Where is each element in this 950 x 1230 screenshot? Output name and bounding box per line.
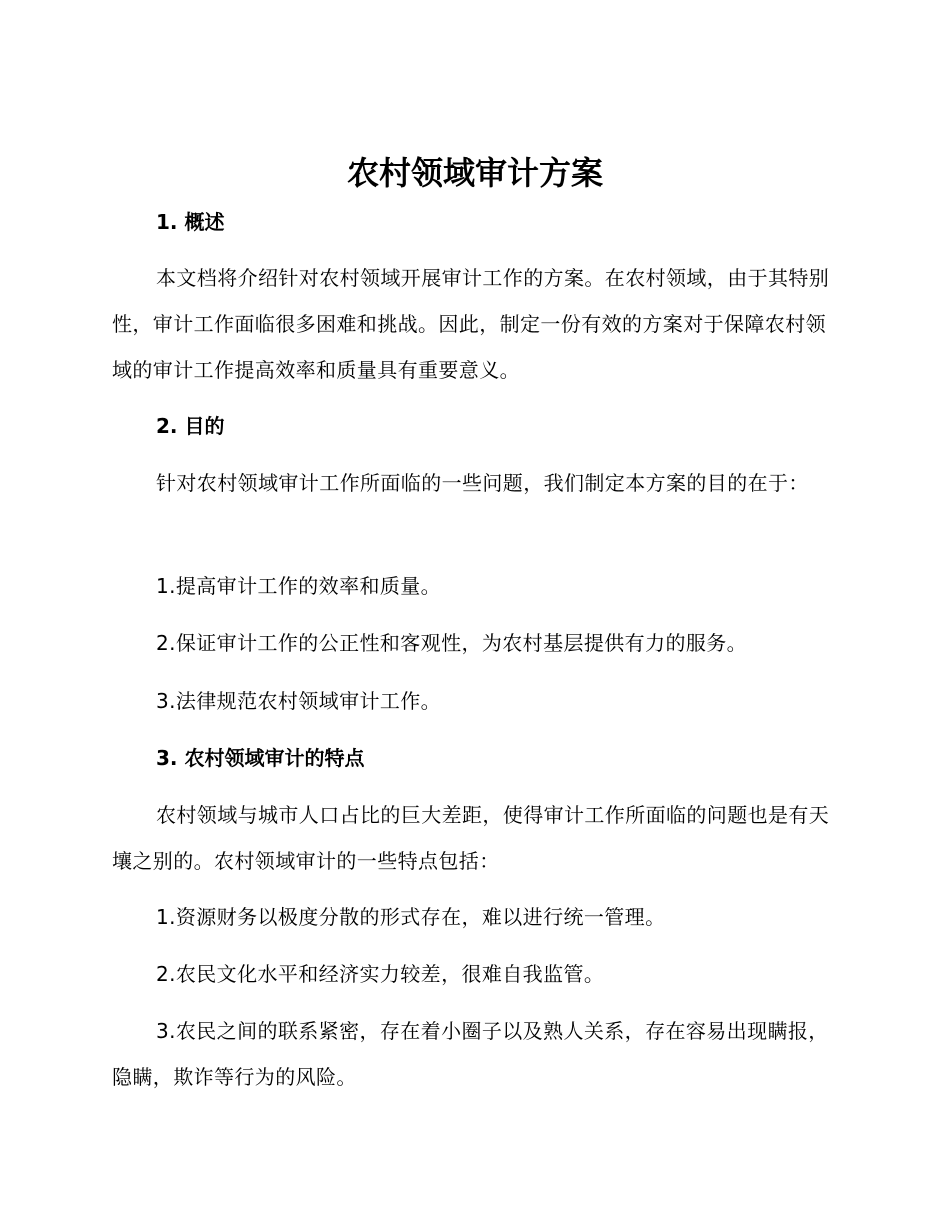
section-heading-overview: 1. 概述 xyxy=(156,210,225,234)
section-heading-characteristics: 3. 农村领域审计的特点 xyxy=(156,746,365,770)
overview-paragraph: 本文档将介绍针对农村领域开展审计工作的方案。在农村领域，由于其特别性，审计工作面临很多困难和挑战。因此，制定一份有效的方案对于保障农村领域的审计工作提高效率和质量具有重要意义。 xyxy=(112,266,830,382)
characteristics-list-item: 3.农民之间的联系紧密，存在着小圈子以及熟人关系，存在容易出现瞒报，隐瞒，欺诈等行为的风险。 xyxy=(112,1019,829,1089)
purpose-list-item: 1.提高审计工作的效率和质量。 xyxy=(156,574,442,598)
purpose-list-item: 3.法律规范农村领域审计工作。 xyxy=(156,689,442,713)
section-heading-purpose: 2. 目的 xyxy=(156,414,225,438)
characteristics-list-item: 2.农民文化水平和经济实力较差，很难自我监管。 xyxy=(156,962,605,986)
characteristics-paragraph: 农村领域与城市人口占比的巨大差距，使得审计工作所面临的问题也是有天壤之别的。农村领域审计的一些特点包括： xyxy=(112,803,830,873)
purpose-list-item: 2.保证审计工作的公正性和客观性，为农村基层提供有力的服务。 xyxy=(156,631,748,655)
purpose-paragraph: 针对农村领域审计工作所面临的一些问题，我们制定本方案的目的在于： xyxy=(156,471,809,495)
characteristics-list-item: 1.资源财务以极度分散的形式存在，难以进行统一管理。 xyxy=(156,905,666,929)
document-title: 农村领域审计方案 xyxy=(346,154,603,192)
